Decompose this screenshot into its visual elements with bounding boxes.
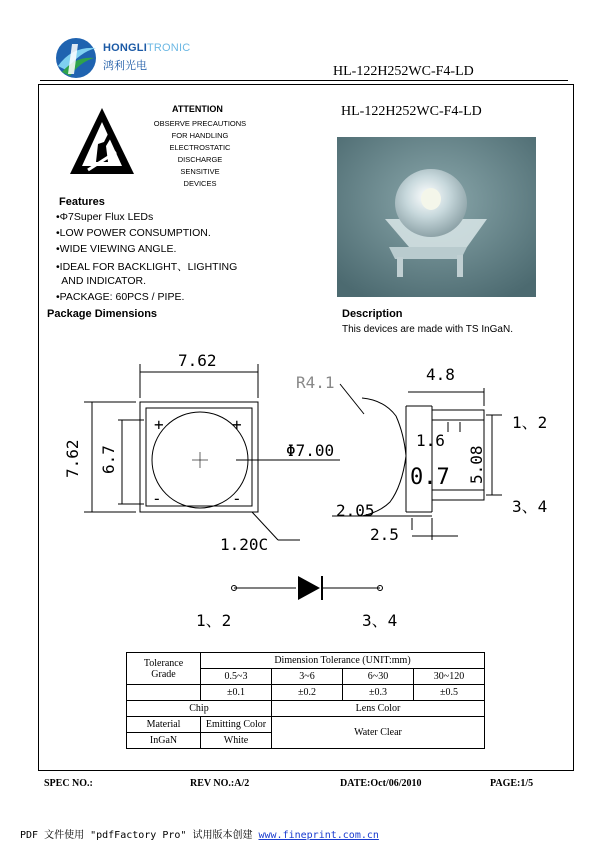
feature-item: •PACKAGE: 60PCS / PIPE. [56, 291, 185, 303]
pin-label-34-side: 3、4 [512, 497, 548, 516]
dim-lead-width: 1.6 [416, 431, 445, 450]
tolerance-table [126, 652, 485, 749]
brand-name [103, 42, 190, 54]
diode-symbol [298, 576, 320, 600]
package-dimension-drawing [40, 340, 570, 640]
feature-item: •WIDE VIEWING ANGLE. [56, 243, 177, 255]
table-header: Dimension Tolerance (UNIT:mm) [201, 653, 485, 669]
brand-suffix: TRONIC [146, 42, 191, 54]
model-number: HL-122H252WC-F4-LD [341, 104, 482, 119]
dim-width-top: 7.62 [178, 351, 217, 370]
range-cell: 30~120 [414, 669, 485, 685]
lead-bottom [432, 490, 484, 500]
plus-sign-left: + [154, 415, 164, 434]
dim-height-outer: 7.62 [63, 439, 82, 478]
tolerance-label-cell [127, 653, 201, 685]
dim-height-inner: 6.7 [99, 445, 118, 474]
company-logo [52, 36, 100, 80]
revision-number: REV NO.:A/2 [190, 778, 250, 789]
dim-diameter: Φ7.00 [286, 441, 335, 460]
dim-lead-gap: 0.7 [410, 465, 450, 490]
pdf-note-text: PDF 文件使用 "pdfFactory Pro" 试用版本创建 [20, 830, 259, 841]
chip-label: Chip [127, 701, 272, 717]
lens-color-value: Water Clear [272, 717, 485, 749]
empty-cell [127, 685, 201, 701]
pin-label-12-side: 1、2 [512, 413, 548, 432]
led-product-photo [337, 137, 536, 297]
feature-item: •Φ7Super Flux LEDs [56, 211, 154, 223]
spec-number: SPEC NO.: [44, 778, 93, 789]
dim-side-top: 4.8 [426, 365, 455, 384]
feature-item: •IDEAL FOR BACKLIGHT、LIGHTING [56, 261, 238, 273]
brand-prefix: HONGLI [103, 42, 147, 54]
minus-sign-right: - [232, 489, 242, 508]
pin-label-12: 1、2 [196, 611, 232, 630]
plus-sign-right: + [232, 415, 242, 434]
page-number: PAGE:1/5 [490, 778, 534, 789]
attention-line: ELECTROSTATIC [169, 143, 231, 152]
dim-body-height: 2.5 [370, 525, 399, 544]
dim-chamfer: 1.20C [220, 535, 269, 554]
attention-line: SENSITIVE [180, 167, 220, 176]
feature-item: AND INDICATOR. [56, 275, 147, 287]
pin-label-34: 3、4 [362, 611, 398, 630]
minus-sign-left: - [152, 489, 162, 508]
side-lens-profile [362, 398, 406, 516]
description-text: This devices are made with TS InGaN. [342, 324, 513, 335]
dim-pitch: 5.08 [467, 445, 486, 484]
package-dimensions-title: Package Dimensions [47, 308, 158, 320]
material-value: InGaN [127, 733, 201, 749]
attention-line: OBSERVE PRECAUTIONS [153, 119, 247, 128]
emitting-color-label: Emitting Color [201, 717, 272, 733]
lead-top [432, 410, 484, 420]
tolerance-value-cell: ±0.1 [201, 685, 272, 701]
dim-lens-height: 2.05 [336, 501, 375, 520]
range-cell: 3~6 [272, 669, 343, 685]
tolerance-value-cell: ±0.3 [343, 685, 414, 701]
attention-line: DEVICES [183, 179, 217, 188]
material-label: Material [127, 717, 201, 733]
lens-color-label: Lens Color [272, 701, 485, 717]
range-cell: 6~30 [343, 669, 414, 685]
range-cell: 0.5~3 [201, 669, 272, 685]
esd-warning-icon [68, 104, 136, 180]
features-title: Features [59, 196, 105, 208]
description-title: Description [342, 308, 403, 320]
attention-line: DISCHARGE [177, 155, 223, 164]
attention-line: FOR HANDLING [171, 131, 229, 140]
grade-label: Grade [151, 668, 176, 680]
attention-title: ATTENTION [172, 104, 223, 114]
header-model-number: HL-122H252WC-F4-LD [333, 64, 474, 79]
tolerance-value-cell: ±0.5 [414, 685, 485, 701]
tolerance-label: Tolerance [143, 657, 184, 669]
pdf-creator-note [20, 826, 379, 841]
document-date: DATE:Oct/06/2010 [340, 778, 422, 789]
emitting-color-value: White [201, 733, 272, 749]
tolerance-value-cell: ±0.2 [272, 685, 343, 701]
dim-radius: R4.1 [296, 373, 335, 392]
fineprint-link[interactable]: www.fineprint.com.cn [258, 830, 379, 841]
header-divider [40, 80, 568, 81]
brand-name-cn: 鸿利光电 [103, 59, 147, 72]
feature-item: •LOW POWER CONSUMPTION. [56, 227, 211, 239]
